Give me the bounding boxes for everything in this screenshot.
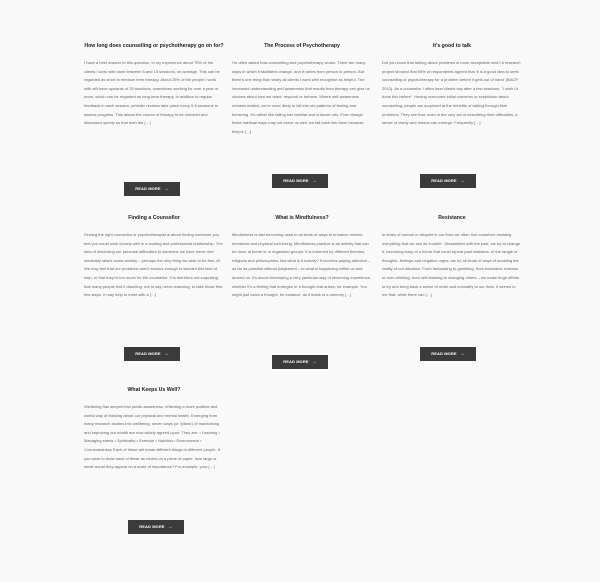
post-title[interactable]: How long does counselling or psychotherapy go on for? — [84, 43, 224, 49]
arrow-right-icon: → — [311, 359, 317, 365]
post-card — [84, 214, 224, 300]
post-excerpt: Wellbeing has seeped into public awareness, reflecting a more positive and useful way of thinking about our physical and mental health. Emerging from many research studies into wellbeing, seven ways (or 'pillars') of maintaining and improving our health are now widely agreed upon. They are: • Learning • Managing stress • Spirituality • Exercise • Nutrition • Environment • Connectedness Each of these will mean different things to different people. If you were to draw each of these as circles on a piece of paper, how large or small would they appear on a scale of importance? For example, your […] — [84, 404, 220, 470]
post-excerpt: Finding the right counsellor or psychotherapist is about finding someone you feel you could work closely with in a trusting and professional relationship. The idea of disclosing our personal difficulties to someone we have never met inevitably raises some anxiety – perhaps the very thing we wish to be free of! We may feel that our problems aren't serious enough to warrant this kind of help, or that they're too much for the counsellor. It is therefore not surprising that many people find it daunting, not to say nerve-wracking, to take those first few steps. It may help to meet with a […] — [84, 232, 223, 298]
post-excerpt: In times of turmoil or disquiet in our lives we often find ourselves resisting everything that we see as 'trouble'. Dissatisfied with the past, we try to change it, becoming wary of a future that could repeat past mistakes. In the tangle of thoughts, feelings and negative urges, we try all kinds of ways of avoiding the reality of our situation. From fantasising to gambling, from excessive exercise to over-drinking, from self-blaming to changing others – we make huge efforts to try and bring back a sense of order and normality to our lives. It seems to me that, while there can […] — [382, 232, 521, 298]
read-more-button[interactable] — [272, 174, 328, 188]
read-more-label: READ MORE — [431, 178, 457, 183]
read-more-label: READ MORE — [135, 351, 161, 356]
post-card — [232, 214, 372, 300]
post-card — [84, 42, 224, 128]
read-more-button[interactable] — [420, 174, 476, 188]
post-excerpt: Did you know that talking about problems is more acceptable now? A research project showed that 95% of respondents agreed that 'it is a good idea to seek counselling or psychotherapy for a problem before it gets out of hand' (BACP, 2013). As a counsellor I often hear clients say after a few sessions, "I wish I'd done this before". Having overcome initial concerns or scepticism about counselling, people are surprised at the benefits of talking through their problems. They see that, even in the very act of describing their difficulties, a sense of clarity and reason can emerge. Frequently […] — [382, 60, 521, 126]
arrow-right-icon: → — [163, 186, 169, 192]
read-more-button[interactable] — [420, 347, 476, 361]
arrow-right-icon: → — [459, 178, 465, 184]
read-more-label: READ MORE — [283, 359, 309, 364]
post-title[interactable]: The Process of Psychotherapy — [264, 43, 340, 49]
post-card — [232, 42, 372, 136]
post-card — [382, 214, 522, 300]
post-title[interactable]: Resistance — [438, 215, 466, 221]
post-title[interactable]: What is Mindfulness? — [275, 215, 329, 221]
read-more-button[interactable] — [124, 182, 180, 196]
arrow-right-icon: → — [163, 351, 169, 357]
post-title[interactable]: What Keeps Us Well? — [127, 387, 181, 393]
arrow-right-icon: → — [459, 351, 465, 357]
read-more-label: READ MORE — [283, 178, 309, 183]
post-card — [84, 386, 224, 472]
read-more-button[interactable] — [272, 355, 328, 369]
arrow-right-icon: → — [311, 178, 317, 184]
post-card — [382, 42, 522, 128]
post-title[interactable]: Finding a Counsellor — [128, 215, 180, 221]
read-more-label: READ MORE — [139, 524, 165, 529]
read-more-button[interactable] — [128, 520, 184, 534]
arrow-right-icon: → — [167, 524, 173, 530]
post-title[interactable]: It's good to talk — [432, 43, 472, 49]
post-excerpt: I have a brief answer to this question. In my experience about 75% of the clients I work with have between 5 and 15 sessions, on average. This can be regarded as short to medium term therapy. About 25% of the people I work with will have upwards of 20 sessions, sometimes working for over a year or more, which can be regarded as long-term therapy. In addition to regular feedback in each session, periodic reviews take place every 5-6 sessions to assess progress. This allows the course of therapy to be checked and discussed openly so that both the […] — [84, 60, 220, 126]
post-excerpt: I'm often asked how counselling and psychotherapy works. There are many ways in which it facilitates change, and it varies from person to person. But there's one thing that nearly all clients I work with recognise as helpful. The increased understanding and awareness that results from therapy can give us choices about how we react, respond or behave. Where self-awareness remains limited, we're more likely to fall into old patterns of feeling and behaving. It's rather like falling into familiar and outworn ruts. Even though these habitual ways may not serve us well, we fall back into them because they're […] — [232, 60, 370, 134]
post-excerpt: Mindfulness is fast becoming used in all kinds of ways to enhance mental, emotional and physical well-being. Mindfulness practice is an activity that can be done at home or in organised groups. It is informed by different theories, religions and philosophies. But what is it exactly? It involves paying attention – as far as possible without judgement – to what is happening within us and around us. It's about developing a very particular way of observing experience, whether it's a feeling that emerges or a thought that arises, for example. You might just catch a thought, for instance, as it leads to a memory […] — [232, 232, 372, 298]
read-more-label: READ MORE — [431, 351, 457, 356]
read-more-label: READ MORE — [135, 186, 161, 191]
read-more-button[interactable] — [124, 347, 180, 361]
